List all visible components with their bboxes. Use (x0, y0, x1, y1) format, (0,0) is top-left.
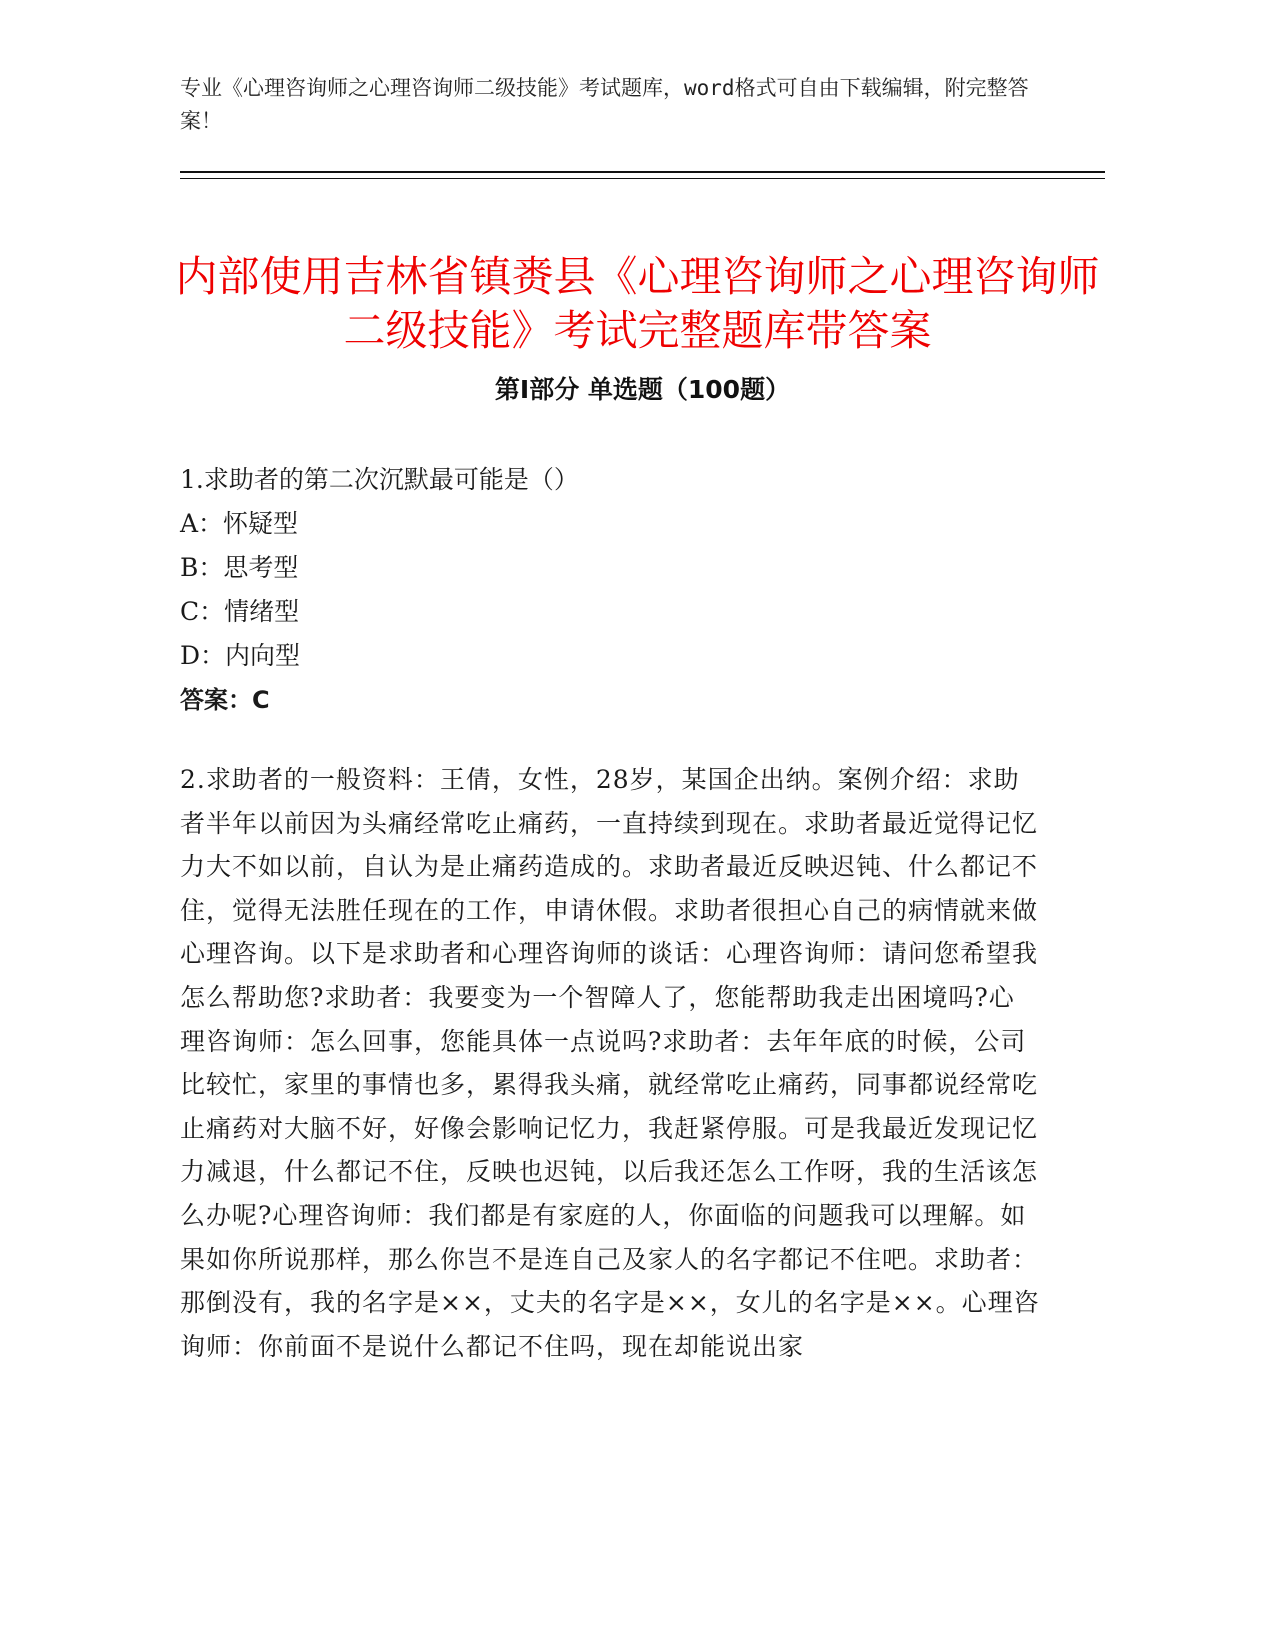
section-title: 第Ⅰ部分 单选题（100题） (494, 375, 791, 404)
question-1-option-b: B：思考型 (180, 553, 299, 582)
question-1-option-a: A：怀疑型 (180, 509, 299, 538)
question-1 (180, 458, 1060, 722)
document-title: 内部使用吉林省镇赉县《心理咨询师之心理咨询师二级技能》考试完整题库带答案 (175, 252, 1100, 356)
question-1-stem: 1.求助者的第二次沉默最可能是（） (180, 465, 579, 494)
question-1-option-d: D：内向型 (180, 641, 301, 670)
header-divider-thin (180, 178, 1105, 179)
header-divider-thick (180, 171, 1105, 173)
question-2-stem: 2.求助者的一般资料：王倩，女性，28岁，某国企出纳。案例介绍：求助者半年以前因为头痛经常吃止痛药，一直持续到现在。求助者最近觉得记忆力大不如以前，自认为是止痛药造成的。求助者最近反映迟钝、什么都记不住，觉得无法胜任现在的工作，申请休假。求助者很担心自己的病情就来做心理咨询。以下是求助者和心理咨询师的谈话：心理咨询师：请问您希望我怎么帮助您?求助者：我要变为一个智障人了，您能帮助我走出困境吗?心理咨询师：怎么回事，您能具体一点说吗?求助者：去年年底的时候，公司比较忙，家里的事情也多，累得我头痛，就经常吃止痛药，同事都说经常吃止痛药对大脑不好，好像会影响记忆力，我赶紧停服。可是我最近发现记忆力减退，什么都记不住，反映也迟钝，以后我还怎么工作呀，我的生活该怎么办呢?心理咨询师：我们都是有家庭的人，你面临的问题我可以理解。如果如你所说那样，那么你岂不是连自己及家人的名字都记不住吧。求助者：那倒没有，我的名字是××，丈夫的名字是××，女儿的名字是××。心理咨询师：你前面不是说什么都记不住吗，现在却能说出家 (180, 765, 1040, 1361)
header-note: 专业《心理咨询师之心理咨询师二级技能》考试题库，word格式可自由下载编辑，附完整答案！ (180, 76, 1029, 133)
question-1-answer: 答案：C (180, 686, 270, 714)
question-1-option-c: C：情绪型 (180, 597, 300, 626)
